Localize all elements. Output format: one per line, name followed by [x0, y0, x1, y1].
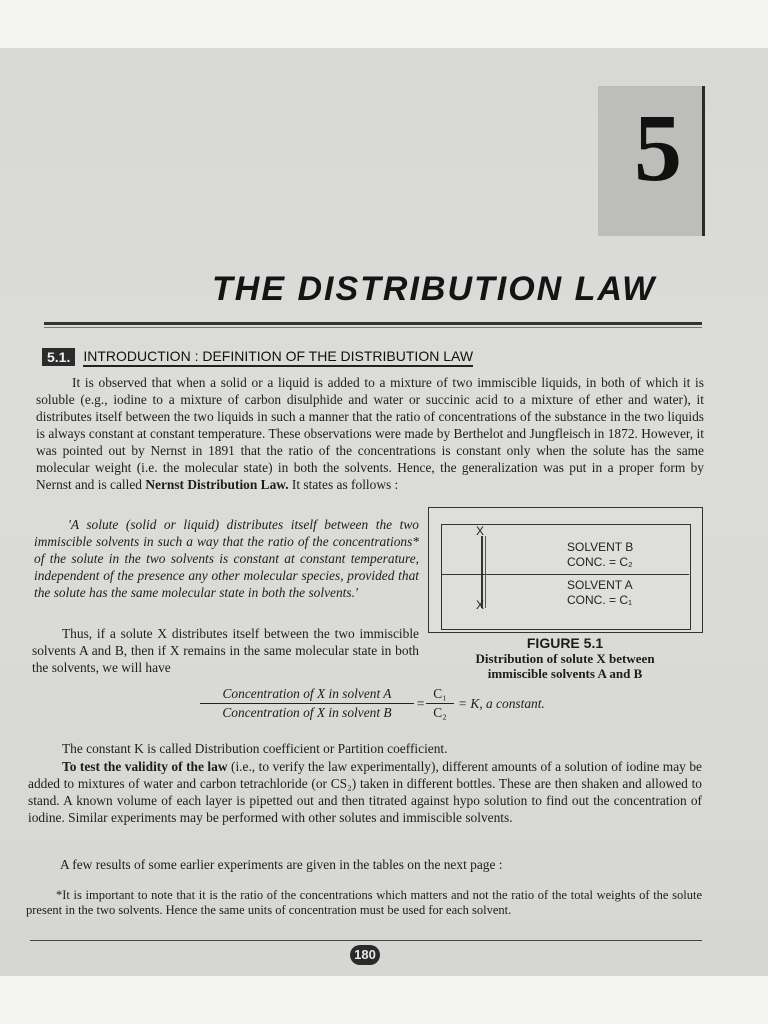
title-rule [44, 322, 702, 325]
validity-text: (i.e., to verify the law experimentally), different amounts of a solution of iodine may be added to mixtures of water and carbon tetrachloride (or CS₂) taken in different bottles. These are then shaken and allowed to stand. A known volume of each layer is pipetted out and then titrated against hypo solution to find out the concentration of iodine. Similar experiments may be performed with other solutes and immiscible solvents. [28, 759, 702, 825]
solute-paragraph: Thus, if a solute X distributes itself between the two immiscible solvents A and B, then if X remains in the same molecular state in both the solvents, we will have [32, 626, 419, 675]
chapter-number: 5 [634, 94, 682, 201]
c-ratio [426, 686, 454, 721]
validity-paragraph [28, 758, 702, 826]
constant-k: = K, a constant. [458, 696, 545, 711]
equals-sign: = [416, 696, 426, 711]
c2-denominator: C₂ [433, 705, 447, 720]
law-statement-quote: 'A solute (solid or liquid) distributes itself between the two immiscible solvents in such a way that the ratio of the concentrations* of the solute in the two solvents is constant at constant temperature, independent of the presence any other molecular species, provided that the solute has the same molecular state in both the solvents.' [34, 517, 419, 600]
solvent-b-name: SOLVENT B [567, 540, 634, 554]
section-title: INTRODUCTION : DEFINITION OF THE DISTRIBUTION LAW [83, 348, 473, 367]
solvent-b-label [567, 540, 677, 570]
footer-rule [30, 940, 702, 941]
intro-paragraph [36, 374, 704, 493]
solvent-a-label [567, 578, 677, 608]
ratio-numerator: Concentration of X in solvent A [200, 686, 414, 704]
page-number: 180 [350, 945, 380, 965]
solute-x-top-label: X [476, 524, 485, 538]
solvent-interface [441, 574, 689, 575]
solvent-b-conc: CONC. = C₂ [567, 555, 633, 569]
intro-text-end: It states as follows : [288, 477, 399, 492]
intro-text: It is observed that when a solid or a liquid is added to a mixture of two immiscible liquids, in both of which it is soluble (e.g., iodine to a mixture of carbon disulphide and water or succinic acid to a mixture of ether and water), it distributes itself between the two liquids in such a manner that the ratio of concentrations of the substance in the two liquids is always constant at constant temperature. These observations were made by Berthelot and Jungfleisch in 1872. However, it was pointed out by Nernst in 1891 that the ratio of the concentrations is constant only when the solute has the same molecular weight (i.e. the molecular state) in both the solvents. Hence, the generalization was put in a proper form by Nernst and is called [36, 375, 704, 492]
solute-arrow-inner [485, 536, 486, 608]
figure-caption-line1: Distribution of solute X between [475, 651, 655, 666]
footnote: *It is important to note that it is the ratio of the concentrations which matters and not the ratio of the total weights of the solute present in the two solvents. Hence the same units of concentration must be used for each solvent. [26, 888, 702, 917]
section-number: 5.1. [42, 348, 75, 366]
figure-diagram [428, 507, 703, 633]
title-rule-thin [44, 327, 702, 328]
solute-x-bottom-label: X [476, 598, 485, 612]
figure-caption-title: FIGURE 5.1 [526, 635, 604, 651]
section-heading [42, 346, 473, 368]
chapter-title: THE DISTRIBUTION LAW [212, 270, 657, 308]
figure-caption-line2: immiscible solvents A and B [487, 666, 643, 681]
validity-heading: To test the validity of the law [62, 759, 228, 774]
ratio-denominator: Concentration of X in solvent B [222, 705, 392, 720]
c1-numerator: C₁ [426, 686, 454, 704]
figure-caption [430, 636, 700, 681]
nernst-law-term: Nernst Distribution Law. [145, 477, 289, 492]
concentration-ratio [200, 686, 414, 721]
solvent-a-conc: CONC. = C₁ [567, 593, 633, 607]
coefficient-paragraph: The constant K is called Distribution coefficient or Partition coefficient. [62, 741, 448, 756]
results-paragraph: A few results of some earlier experiments are given in the tables on the next page : [60, 857, 503, 872]
solvent-a-name: SOLVENT A [567, 578, 633, 592]
distribution-equation [200, 686, 620, 726]
